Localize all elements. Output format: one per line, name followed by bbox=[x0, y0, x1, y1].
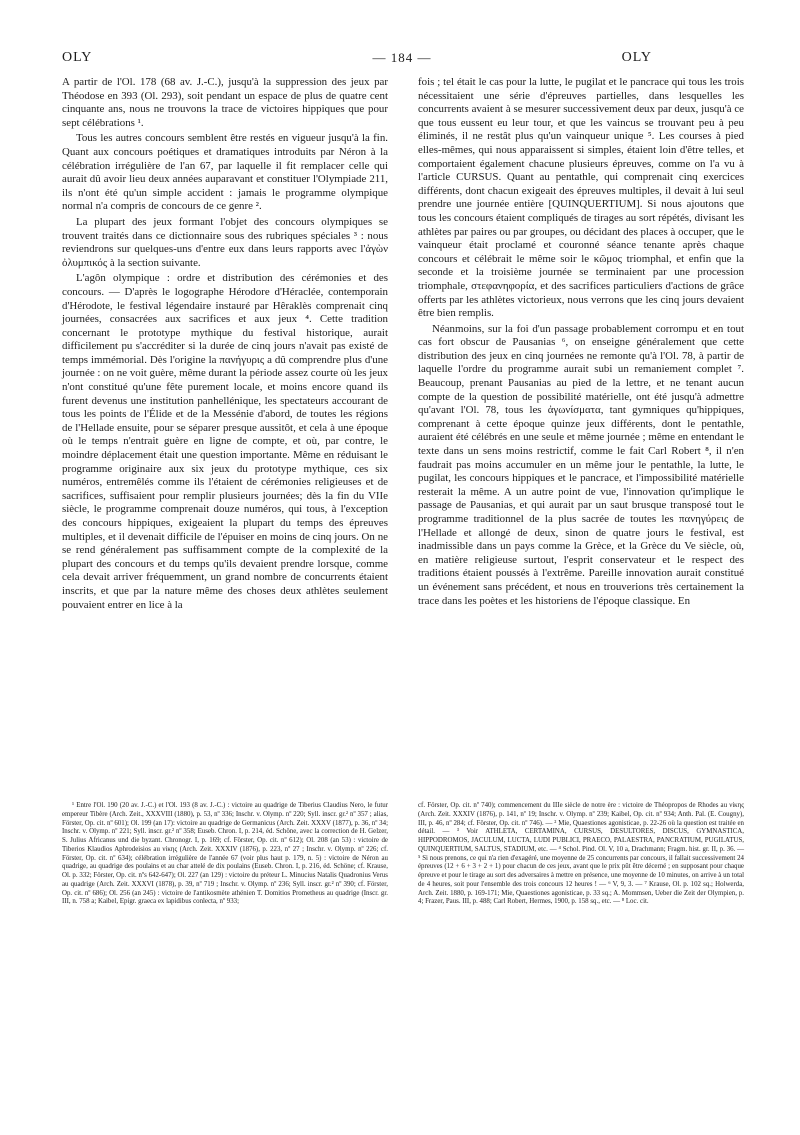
paragraph: L'agôn olympique : ordre et distribution des cérémonies et des concours. — D'après le logographe Hérodore d'Héraclée, contemporain d'Hérodote, le festival légendaire instauré par Hêraklès comprenait cinq journées, consacrées aux sacrifices et aux jeux ⁴. Cette tradition concernant le prototype mythique du festival historique, aurait difficilement pu s'accréditer si la durée de cinq jours n'avait pas existé de temps immémorial. Dès l'origine la πανήγυρις a dû comprendre plus d'une journée : on ne voit guère, même durant la période assez courte où les jeux n'ont constitué qu'une fête purement locale, et moins encore quand ils furent devenus une institution panhellénique, les spectateurs accourant de tous les points de l'Élide et de la Messénie d'abord, de toutes les régions de l'Hellade ensuite, pour se séparer presque aussitôt, et cela à une époque où le temps n'entrait guère en ligne de compte, et où, par contre, le moindre déplacement était une question importante. Même en réduisant le programme originaire aux six jeux du prototype mythique, ces six numéros, entremêlés comme ils l'étaient de cérémonies religieuses et de sacrifices, suffisaient pour remplir plusieurs journées; dès la fin du VIIe siècle, le programme comprenait douze numéros, qui tous, à l'exception des concours hippiques, exigeaient la plupart du temps des épreuves multiples, et il devenait difficile de l'épuiser en moins de cinq jours. On ne se rend généralement pas suffisamment compte de la complexité de la plupart des concours et du temps qu'ils devaient prendre lorsque, comme cela devait arriver fréquemment, un grand nombre de concurrents étaient inscrits, et que par la nature même des choses deux athlètes seulement pouvaient entrer en lice à la bbox=[62, 272, 388, 611]
page-number: — 184 — bbox=[372, 50, 432, 65]
right-column bbox=[418, 76, 744, 608]
paragraph: fois ; tel était le cas pour la lutte, le pugilat et le pancrace qui tous les trois nécessitaient une série d'épreuves partielles, dans lesquelles les concurrents avaient à se mesurer successivement deux par deux, jusqu'à ce que tous eussent eu leur tour, et que les vaincus se trouvant peu à peu éliminés, il ne restât plus qu'un vainqueur unique ⁵. Les courses à pied elles-mêmes, qui nous apparaissent si simples, étaient loin d'être telles, et comportaient également chacune plusieurs épreuves, comme on l'a vu à l'article CURSUS. Quant au pentathle, qui comprenait cinq exercices différents, dont chacun exigeait des épreuves multiples, il devait à lui seul prendre une journée entière [QUINQUERTIUM]. Si nous ajoutons que tous les concours étaient compliqués de tirages au sort répétés, divisant les athlètes par paires ou par groupes, ou décidant des places à occuper, que le vainqueur était proclamé et couronné séance tenante après chaque concours et célébrait le même soir le κῶμος triomphal, et enfin que la seconde et la troisième journée se terminaient par une procession triomphale, στεφανηφορία, et des sacrifices particuliers d'actions de grâce offerts par les athlètes victorieux, nous verrons que les cinq jours devaient être bien remplis. bbox=[418, 76, 744, 320]
running-header bbox=[62, 50, 742, 72]
footnotes-left bbox=[62, 802, 388, 907]
paragraph: Tous les autres concours semblent être restés en vigueur jusqu'à la fin. Quant aux concours poétiques et dramatiques introduits par Néron à la célébration irrégulière de l'an 67, par laquelle il fit remplacer celle qui aurait dû avoir lieu deux années auparavant et constituer l'Olympiade 211, ils n'ont été qu'un simple accident : jamais le programme olympique normal n'a compris de concours de ce genre ². bbox=[62, 132, 388, 213]
paragraph: A partir de l'Ol. 178 (68 av. J.-C.), jusqu'à la suppression des jeux par Théodose en 393 (Ol. 293), soit pendant un espace de plus de quatre cent cinquante ans, nous ne trouvons la trace de victoires hippiques que pour sept célébrations ¹. bbox=[62, 76, 388, 129]
paragraph: Néanmoins, sur la foi d'un passage probablement corrompu et en tout cas fort obscur de Pausanias ⁶, on enseigne généralement que cette distribution des jeux en cinq journées ne remonte qu'à l'Ol. 78, à partir de laquelle l'ordre du programme aurait subi un remaniement complet ⁷. Beaucoup, prenant Pausanias au pied de la lettre, et ne tenant aucun compte de la question de possibilité matérielle, ont été jusqu'à admettre qu'avant l'Ol. 78, tous les ἀγωνίσματα, tant gymniques qu'hippiques, comprenant à cette époque quinze jeux différents, dont le pentathle, auraient été célébrés en une seule et même journée ; même en entendant le texte dans un sens moins restrictif, comme le fait Carl Robert ⁸, il n'en faudrait pas moins accumuler en un même jour le pentathle, la lutte, le pugilat, les concours hippiques et le pancrace, et l'impossibilité matérielle resterait la même. A un autre point de vue, l'innovation qu'implique le passage de Pausanias, et qui aurait par un saut brusque transposé tout le programme traditionnel de la plus sacrée de toutes les πανηγύρεις de l'Hellade et allongé de deux, sinon de quatre jours le festival, est inadmissible dans un pays comme la Grèce, et la Grèce du Ve siècle, où, en matière religieuse surtout, l'esprit conservateur et le respect des traditions étaient poussés à l'extrême. Pareille innovation aurait constitué un événement sans précédent, et nous en trouverions très certainement la trace dans les poètes et les historiens de l'époque classique. En bbox=[418, 322, 744, 607]
paragraph: La plupart des jeux formant l'objet des concours olympiques se trouvent traités dans ce dictionnaire sous des rubriques spéciales ³ : nous reviendrons sur quelques-uns d'entre eux dans leurs rapports avec l'ἀγὼν ὀλυμπικός à la section suivante. bbox=[62, 215, 388, 269]
header-right-title: OLY bbox=[621, 50, 652, 65]
footnote-text: ¹ Entre l'Ol. 190 (20 av. J.-C.) et l'Ol. 193 (8 av. J.-C.) : victoire au quadrige de Tiberius Claudius Nero, le futur empereur Tibère (Arch. Zeit., XXXVIII (1880), p. 53, nº 336; Inschr. v. Olymp. nº 220; Syll. inscr. gr.² nº 357 ; alias, Förster, Op. cit. nº 601); Ol. 199 (an 17): victoire au quadrige de Germanicus (Arch. Zeit. XXXV (1877), p. 36, nº 34; Inschr. v. Olymp. nº 221; Syll. inscr. gr.² nº 358; Euseb. Chron. I, p. 214, éd. Schöne, avec la correction de H. Gelzer, S. Julius Africanus und die byzant. Chronogr. I, p. 169; cf. Förster, Op. cit. nº 612); Ol. 208 (an 53) : victoire de Tiberios Klaudios Aphrodeisios au νίκης (Arch. Zeit. XXXIV (1876), p. 223, nº 27 ; Inschr. v. Olymp. nº 226; cf. Förster, Op. cit. nº 634); célébration irrégulière de l'année 67 (voir plus haut p. 179, n. 5) : victoire de Néron au quadrige, au quadrige des poulains et au char attelé de dix poulains (Euseb. Chron. I, p. 216, éd. Schöne; cf. Krause, Ol. p. 332; Förster, Op. cit. nºs 642-647); Ol. 227 (an 129) : victoire du préteur L. Minucius Natalis Quadronius Verus au quadrige (Arch. Zeit. XXXVI (1878), p. 39, nº 719 ; Inschr. v. Olymp. nº 236; Syll. inscr. gr.² nº 390; cf. Förster, Op. cit. nº 686); Ol. 256 (an 245) : victoire de l'antikosmète athénien T. Domitios Prometheus au quadrige (Inscr. gr. III, n. 758 a; Kaibel, Epigr. graeca ex lapidibus conlecta, nº 933; bbox=[62, 802, 388, 906]
footnotes-right bbox=[418, 802, 744, 907]
header-left-title: OLY bbox=[62, 50, 93, 65]
footnote-text: cf. Förster, Op. cit. nº 740); commencement du IIIe siècle de notre ère : victoire de Théopropos de Rhodes au νίκης (Arch. Zeit. XXXIV (1876), p. 141, nº 19; Inschr. v. Olymp. nº 239; Kaibel, Op. cit. nº 934; Anth. Pal. (E. Cougny), III, p. 46, nº 284; cf. Förster, Op. cit. nº 746). — ² Mie, Quaestiones agonisticae, p. 22-26 où la question est traitée en détail. — ³ Voir ATHLETA, CERTAMINA, CURSUS, DESULTORES, DISCUS, GYMNASTICA, HIPPODROMOS, JACULUM, LUCTA, LUDI PUBLICI, PRAECO, PALAESTRA, PANCRATIUM, PUGILATUS, QUINQUERTIUM, SALTUS, STADIUM, etc. — ⁴ Schol. Pind. Ol. V, 10 a, Drachmann; Fragm. hist. gr. II, p. 36. — ⁵ Si nous prenons, ce qui n'a rien d'exagéré, une moyenne de 25 concurrents par concours, il fallait successivement 24 épreuves (12 + 6 + 3 + 2 + 1) pour chacun de ces jeux, avant que le prix pût être décerné ; en supposant pour chaque épreuve et pour le tirage au sort des adversaires à mettre en présence, une moyenne de 10 minutes, on arrive à un total de 4 heures, soit pour l'ensemble des trois concours 12 heures ! — ⁶ V, 9, 3. — ⁷ Krause, Ol. p. 102 sq.; Holwerda, Arch. Zeit. 1880, p. 169-171; Mie, Quaestiones agonisticae, p. 33 sq.; A. Mommsen, Ueber die Zeit der Olympien, p. 4; Frazer, Paus. III, p. 488; Carl Robert, Hermes, 1900, p. 158 sq., etc. — ⁸ Loc. cit. bbox=[418, 802, 744, 906]
left-column bbox=[62, 76, 388, 612]
